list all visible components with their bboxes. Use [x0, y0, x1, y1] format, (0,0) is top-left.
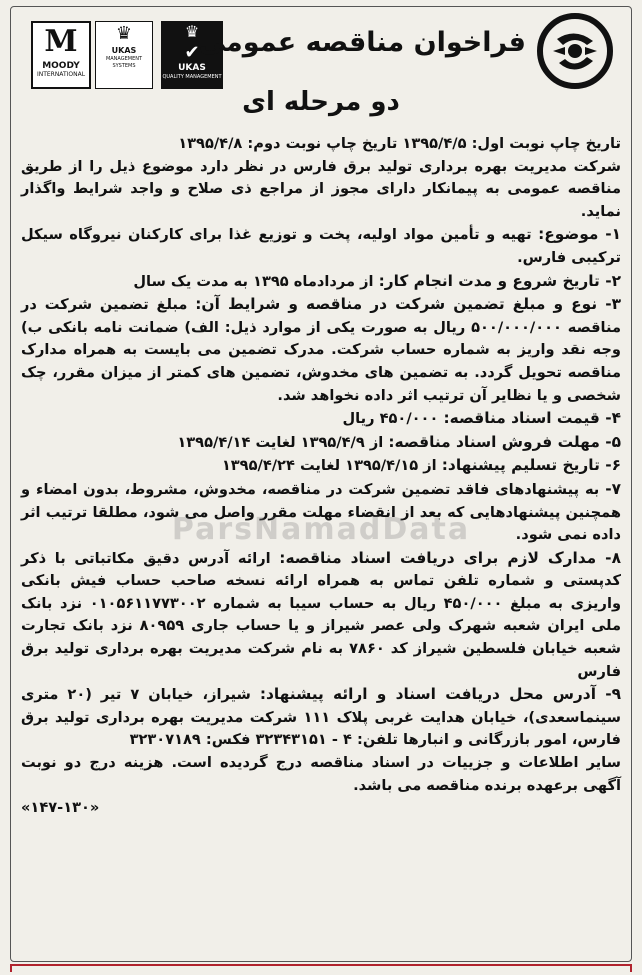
item-subject — [21, 223, 621, 269]
checkmark-icon: ✔ — [184, 42, 200, 63]
item-heading: ۸- مدارک لازم برای دریافت اسناد مناقصه: — [279, 548, 621, 567]
notice-header — [21, 7, 621, 133]
item-text: ۴۵۰/۰۰۰ ریال — [342, 410, 444, 428]
item-text: تهیه و تأمین مواد اولیه، پخت و توزیع غذا برای کارکنان نیروگاه سیکل ترکیبی فارس. — [21, 226, 621, 266]
item-guarantee — [21, 293, 621, 407]
item-text: از ۱۳۹۵/۴/۱۵ لغایت ۱۳۹۵/۴/۲۴ — [221, 457, 442, 475]
item-text: به پیشنهادهای فاقد تضمین شرکت در مناقصه، مخدوش، مشروط، بدون امضاء و همچنین پیشنهادهایی که بعد از انقضاء مهلت مقرر واصل می شود، مطلقا ترتیب اثر داده نمی شود. — [21, 480, 621, 544]
item-start-date — [21, 270, 621, 294]
reference-number: «۱۴۷-۱۳۰» — [21, 799, 100, 817]
moody-logo-mark: M — [44, 24, 78, 59]
next-ad-border — [10, 964, 632, 972]
ukas-management-logo — [95, 21, 153, 89]
item-rejection-terms — [21, 478, 621, 547]
notice-subtitle: دو مرحله ای — [242, 87, 400, 117]
ukas-quality-sub: QUALITY MANAGEMENT — [162, 74, 222, 80]
item-document-price — [21, 407, 621, 431]
ukas-management-sub: MANAGEMENT SYSTEMS — [105, 56, 143, 69]
item-heading: ۱- موضوع: — [538, 225, 621, 244]
item-text: مبلغ تضمین شرکت در مناقصه ۵۰۰/۰۰۰/۰۰۰ ریال به صورت یکی از موارد ذیل: الف) ضمانت نامه بانکی ب) وجه نقد واریز به شماره حساب شرکت. مدرک تضمین می بایست به همراه مدارک مناقصه تحویل گردد. به تضمین های مخدوش، تضمین های کمتر از میزان مقرر، چک شخصی و یا نظایر آن ترتیب اثر داده نخواهد شد. — [21, 296, 622, 404]
item-text: شیراز، خیابان ۷ تیر (۲۰ متری سینماسعدی)، خیابان هدایت غربی پلاک ۱۱۱ شرکت مدیریت بهره برداری تولید برق فارس، امور بازرگانی و انبارها تلفن: ۴ - ۳۲۳۴۳۱۵۱ فکس: ۳۲۳۰۷۱۸۹ — [21, 686, 621, 749]
item-text: از مردادماه ۱۳۹۵ به مدت یک سال — [133, 272, 379, 290]
item-heading: ۴- قیمت اسناد مناقصه: — [443, 409, 621, 428]
ukas-quality-label: UKAS — [178, 63, 206, 73]
notice-body — [21, 133, 621, 820]
footer-text: سایر اطلاعات و جزییات در اسناد مناقصه درج گردیده است. هزینه درج دو نوبت آگهی برعهده برنده مناقصه می باشد. — [21, 754, 621, 794]
crown-icon: ♛ — [184, 22, 200, 41]
item-submission-date — [21, 454, 621, 478]
notice-title: فراخوان مناقصه عمومی — [198, 27, 526, 58]
moody-logo-sub: INTERNATIONAL — [36, 71, 86, 78]
item-heading: ۷- — [605, 479, 621, 498]
ukas-management-label: UKAS — [111, 46, 137, 55]
item-address — [21, 683, 621, 752]
moody-logo — [31, 21, 91, 89]
intro-text: شرکت مدیریت بهره برداری تولید برق فارس در نظر دارد موضوع ذیل را از طریق مناقصه عمومی به پیمانکار دارای مجوز از مراجع ذی صلاح و واجد شرایط واگذار نماید. — [21, 157, 621, 220]
crown-icon: ♛ — [115, 23, 133, 44]
print-dates: تاریخ چاپ نوبت اول: ۱۳۹۵/۴/۵ تاریخ چاپ نوبت دوم: ۱۳۹۵/۴/۸ — [178, 135, 621, 152]
item-text: ارائه آدرس دقیق مکاتباتی با ذکر کدپستی و شماره تلفن تماس به همراه ارائه نسخه صاحب حساب فیش بانکی واریزی به مبلغ ۴۵۰/۰۰۰ ریال به حساب سیبا به شماره ۰۱۰۵۶۱۱۷۷۳۰۰۲ نزد بانک ملی ایران شعبه شهرک ولی عصر شیراز و یا حساب جاری ۸۰۹۵۹ نزد بانک تجارت شعبه خیابان فلسطین شیراز کد ۷۸۶۰ به نام شرکت مدیریت بهره برداری تولید برق فارس — [21, 549, 622, 680]
item-heading: ۲- تاریخ شروع و مدت انجام کار: — [378, 271, 621, 290]
item-heading: ۳- نوع و مبلغ تضمین شرکت در مناقصه و شرایط آن: — [195, 295, 622, 314]
item-heading: ۶- تاریخ تسلیم پیشنهاد: — [441, 456, 621, 475]
moody-logo-name: MOODY — [42, 61, 80, 71]
item-heading: ۵- مهلت فروش اسناد مناقصه: — [388, 432, 621, 451]
item-required-documents — [21, 547, 621, 684]
tender-notice — [10, 6, 632, 962]
watermark: ParsNamadData — [171, 512, 471, 547]
item-sale-deadline — [21, 431, 621, 455]
item-text: از ۱۳۹۵/۴/۹ لغایت ۱۳۹۵/۴/۱۴ — [177, 433, 389, 451]
company-emblem-icon — [537, 13, 613, 89]
item-heading: ۹- آدرس محل دریافت اسناد و ارائه پیشنهاد: — [259, 685, 621, 704]
